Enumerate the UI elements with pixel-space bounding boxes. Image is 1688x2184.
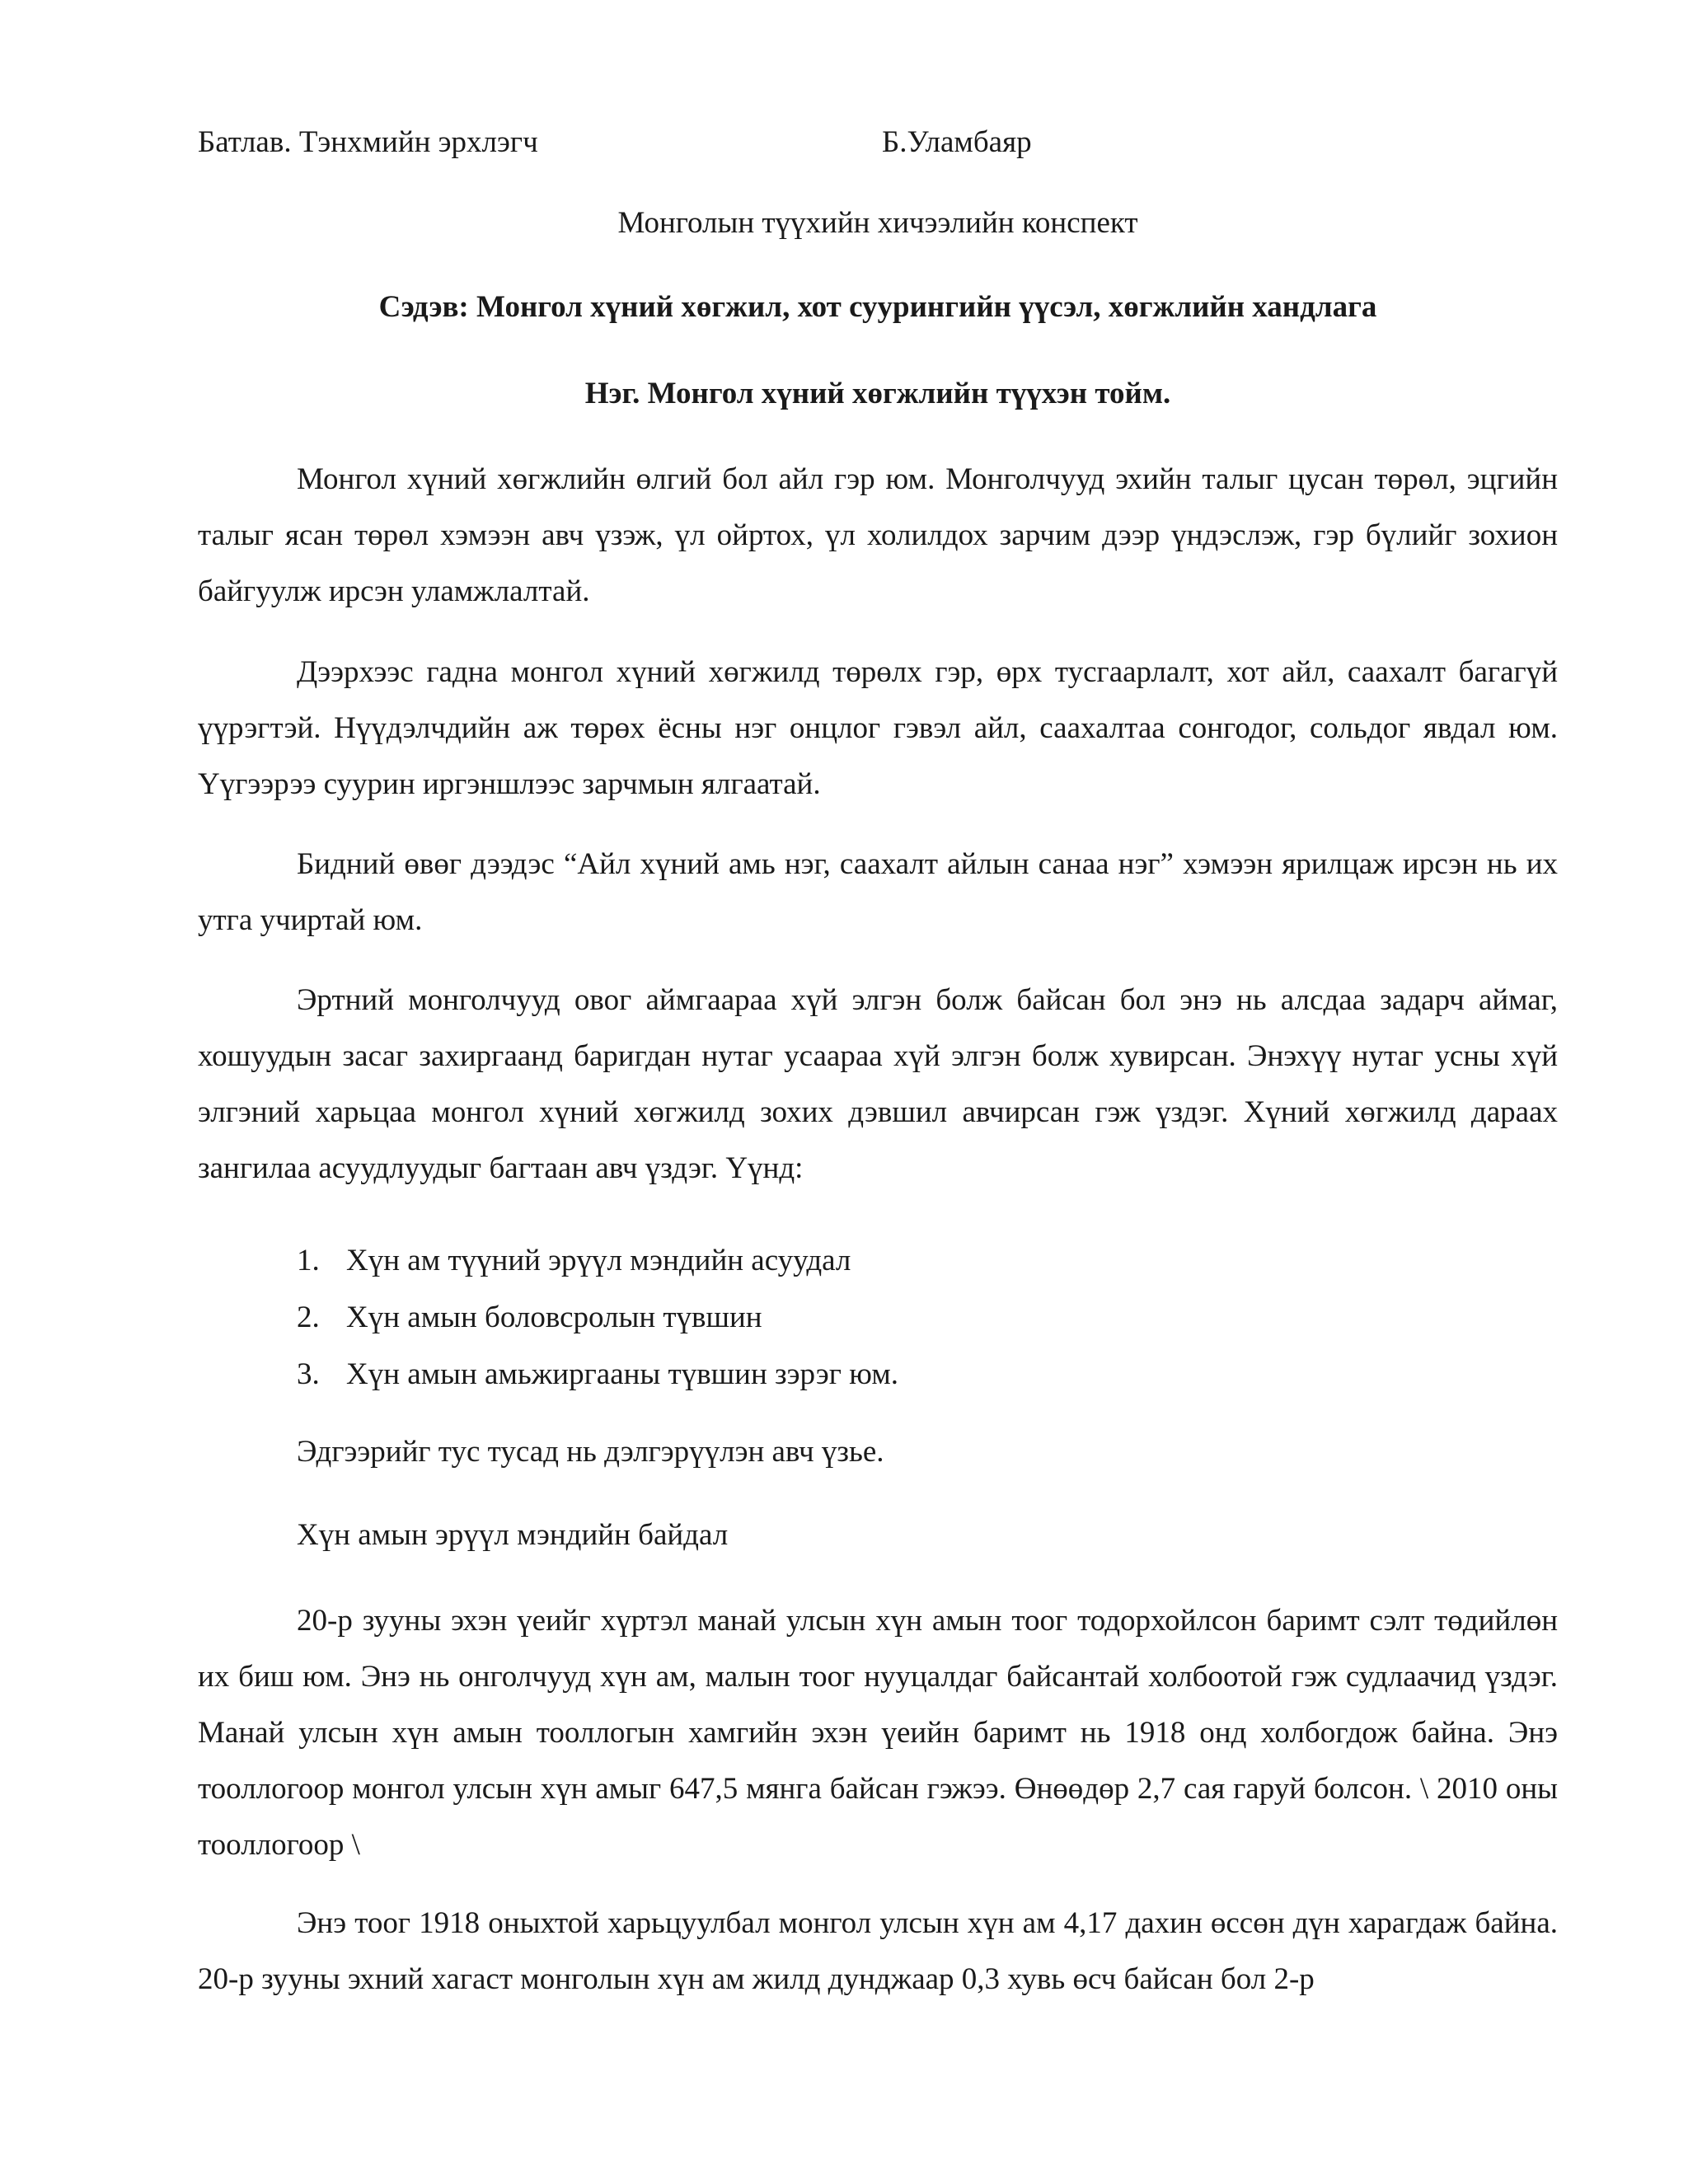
paragraph-2: Дээрхээс гадна монгол хүний хөгжилд төрөлх гэр, өрх тусгаарлалт, хот айл, саахалт багагүй үүрэгтэй. Нүүдэлчдийн аж төрөх ёсны нэг онцлог гэвэл айл, саахалтаа сонгодог, сольдог явдал юм. Үүгээрээ суурин иргэншлээс зарчмын ялгаатай. (198, 655, 1558, 801)
intro-line: Эдгээрийг тус тусад нь дэлгэрүүлэн авч үзье. (297, 1435, 884, 1469)
list-item (297, 1232, 898, 1289)
paragraph-4: Эртний монголчууд овог аймгаараа хүй элгэн болж байсан бол энэ нь алсдаа задарч аймаг, хошуудын засаг захиргаанд баригдан нутаг усаараа хүй элгэн болж хувирсан. Энэхүү нутаг усны хүй элгэний харьцаа монгол хүний хөгжилд зохих дэвшил авчирсан гэж үздэг. Хүний хөгжилд дараах зангилаа асуудлуудыг багтаан авч үздэг. Үүнд: (198, 983, 1558, 1185)
list-item (297, 1289, 898, 1346)
list-item-text: Хүн амын амьжиргааны түвшин зэрэг юм. (346, 1357, 899, 1391)
paragraph-3: Бидний өвөг дээдэс “Айл хүний амь нэг, саахалт айлын санаа нэг” хэмээн ярилцаж ирсэн нь их утга учиртай юм. (198, 847, 1558, 937)
subsection-heading: Хүн амын эрүүл мэндийн байдал (297, 1518, 729, 1552)
document-subtitle: Монголын түүхийн хичээлийн конспект (617, 206, 1138, 240)
approval-title: Батлав. Тэнхмийн эрхлэгч (198, 125, 538, 159)
approver-name: Б.Уламбаяр (882, 125, 1032, 159)
list-item-number: 3. (297, 1357, 320, 1391)
section-heading: Нэг. Монгол хүний хөгжлийн түүхэн тойм. (584, 377, 1171, 410)
list-item-number: 2. (297, 1301, 320, 1334)
paragraph-1: Монгол хүний хөгжлийн өлгий бол айл гэр юм. Монголчууд эхийн талыг цусан төрөл, эцгийн талыг ясан төрөл хэмээн авч үзэж, үл ойртох, үл холилдох зарчим дээр үндэслэж, гэр бүлийг зохион байгуулж ирсэн уламжлалтай. (198, 462, 1558, 608)
numbered-list (297, 1232, 898, 1403)
topic-heading: Сэдэв: Монгол хүний хөгжил, хот суурингийн үүсэл, хөгжлийн хандлага (378, 290, 1377, 324)
list-item-text: Хүн ам түүний эрүүл мэндийн асуудал (346, 1244, 851, 1277)
paragraph-5: 20-р зууны эхэн үеийг хүртэл манай улсын хүн амын тоог тодорхойлсон баримт сэлт төдийлөн их биш юм. Энэ нь онголчууд хүн ам, малын тоог нууцалдаг байсантай холбоотой гэж судлаачид үздэг. Манай улсын хүн амын тооллогын хамгийн эхэн үеийн баримт нь 1918 онд холбогдож байна. Энэ тооллогоор монгол улсын хүн амыг 647,5 мянга байсан гэжээ. Өнөөдөр 2,7 сая гаруй болсон. \ 2010 оны тооллогоор \ (198, 1604, 1558, 1862)
paragraph-6: Энэ тоог 1918 оныхтой харьцуулбал монгол улсын хүн ам 4,17 дахин өссөн дүн харагдаж байна. 20-р зууны эхний хагаст монголын хүн ам жилд дунджаар 0,3 хувь өсч байсан бол 2-р (198, 1906, 1558, 1996)
approval-line (198, 122, 1558, 163)
list-item-number: 1. (297, 1244, 320, 1277)
list-item (297, 1346, 898, 1403)
list-item-text: Хүн амын боловсролын түвшин (346, 1301, 762, 1334)
